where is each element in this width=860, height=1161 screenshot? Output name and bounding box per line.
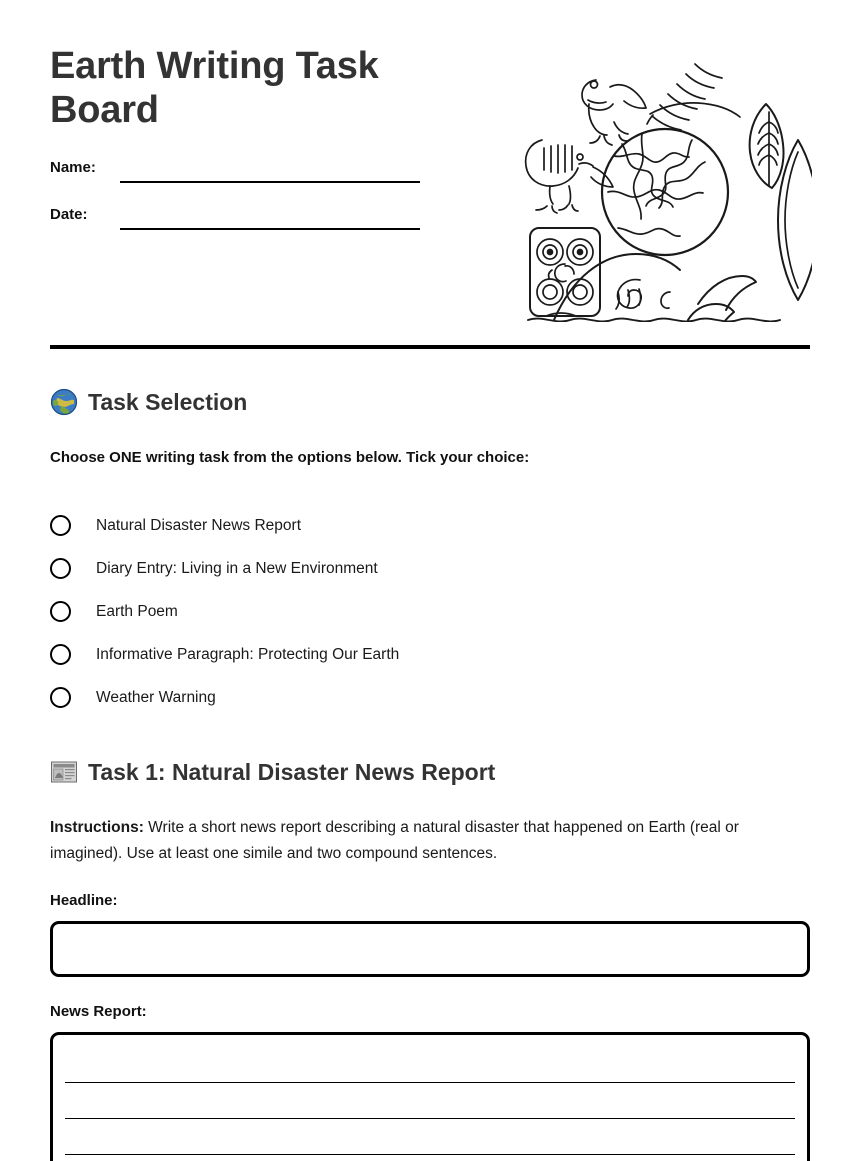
task-option-label: Weather Warning xyxy=(96,688,216,706)
section-divider xyxy=(50,345,810,349)
date-field-input-line[interactable] xyxy=(120,228,420,230)
date-field-row xyxy=(50,206,450,253)
student-fields xyxy=(50,159,450,253)
task-option-5[interactable] xyxy=(50,676,810,719)
writing-rule-line xyxy=(65,1155,795,1161)
task-one-instructions xyxy=(50,815,810,866)
task-option-2[interactable] xyxy=(50,547,810,590)
task-options-list xyxy=(50,504,810,719)
task-one-heading-text: Task 1: Natural Disaster News Report xyxy=(88,758,496,785)
writing-rule-line xyxy=(65,1047,795,1083)
date-field-label: Date: xyxy=(50,205,88,223)
headline-label: Headline: xyxy=(50,892,118,910)
title-column xyxy=(50,44,450,253)
news-report-input-box[interactable] xyxy=(50,1032,810,1161)
task-selection-section xyxy=(50,388,810,719)
task-option-3[interactable] xyxy=(50,590,810,633)
earth-globe-icon xyxy=(50,388,78,416)
radio-button-icon[interactable] xyxy=(50,687,71,708)
headline-input-box[interactable] xyxy=(50,921,810,977)
task-option-1[interactable] xyxy=(50,504,810,547)
instructions-text: Write a short news report describing a natural disaster that happened on Earth (real or imagined). Use at least one simile and two compound sentences. xyxy=(50,819,739,862)
name-field-row xyxy=(50,159,450,206)
task-option-label: Informative Paragraph: Protecting Our Earth xyxy=(96,645,400,663)
task-option-label: Natural Disaster News Report xyxy=(96,516,302,534)
radio-button-icon[interactable] xyxy=(50,515,71,536)
task-option-4[interactable] xyxy=(50,633,810,676)
writing-rule-line xyxy=(65,1119,795,1155)
news-report-label: News Report: xyxy=(50,1003,147,1021)
instructions-label: Instructions: xyxy=(50,819,144,836)
task-one-section xyxy=(50,758,810,1161)
radio-button-icon[interactable] xyxy=(50,601,71,622)
radio-button-icon[interactable] xyxy=(50,558,71,579)
radio-button-icon[interactable] xyxy=(50,644,71,665)
writing-rule-line xyxy=(65,1083,795,1119)
name-field-input-line[interactable] xyxy=(120,181,420,183)
task-option-label: Diary Entry: Living in a New Environment xyxy=(96,559,378,577)
page-title: Earth Writing Task Board xyxy=(50,45,379,132)
newspaper-icon xyxy=(50,758,78,786)
name-field-label: Name: xyxy=(50,158,96,176)
page-header xyxy=(50,44,810,334)
task-one-heading xyxy=(50,758,810,786)
task-selection-heading xyxy=(50,388,810,416)
task-selection-prompt: Choose ONE writing task from the options below. Tick your choice: xyxy=(50,449,530,466)
earth-nature-illustration xyxy=(522,52,812,322)
task-option-label: Earth Poem xyxy=(96,602,178,620)
task-selection-heading-text: Task Selection xyxy=(88,388,248,415)
